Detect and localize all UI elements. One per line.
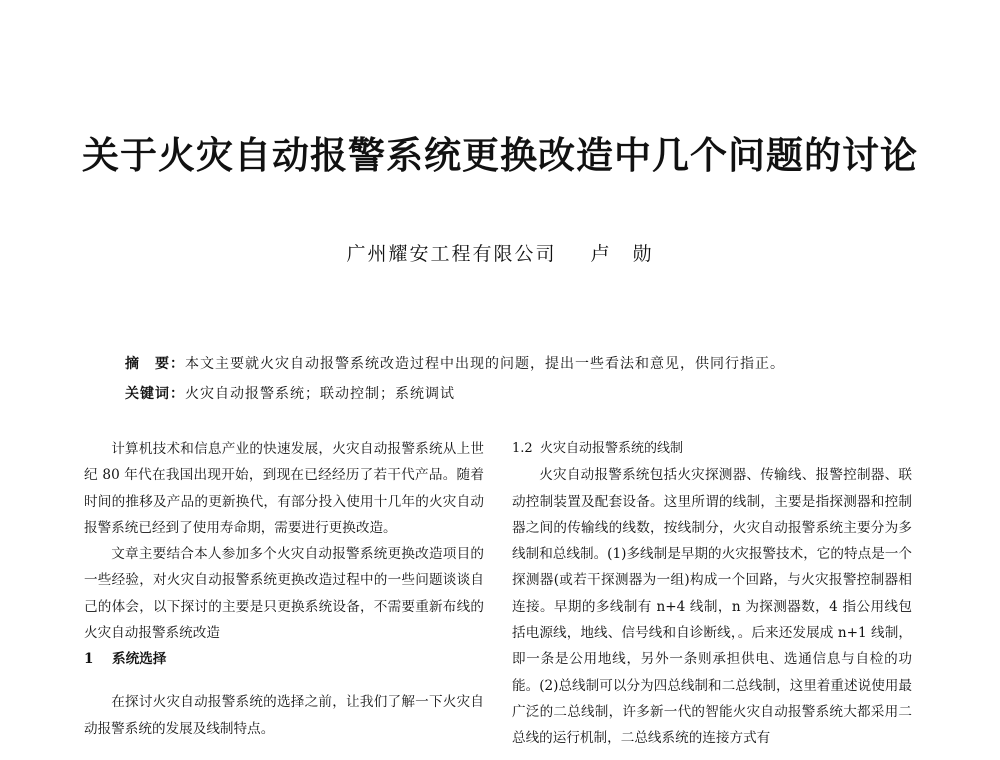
intro-paragraph-2: 文章主要结合本人参加多个火灾自动报警系统更换改造项目的一些经验，对火灾自动报警系统更换改造过程中的一些问题谈谈自己的体会，以下探讨的主要是只更换系统设备，不需要重新布线的火灾自动报警系统改造 [84,546,484,642]
section-1-title: 系统选择 [112,651,167,668]
author-organization: 广州耀安工程有限公司 [346,243,557,265]
keywords-label: 关键词： [125,386,185,402]
keywords [125,383,455,405]
abstract-label: 摘 要： [125,356,185,372]
subsection-title: 火灾自动报警系统的线制 [540,441,684,456]
paper-title: 关于火灾自动报警系统更换改造中几个问题的讨论 [82,133,918,177]
keywords-text: 火灾自动报警系统；联动控制；系统调试 [185,386,455,402]
abstract-text: 本文主要就火灾自动报警系统改造过程中出现的问题，提出一些看法和意见，供同行指正。 [185,356,785,372]
left-column [84,436,484,742]
subsection-number: 1.2 [512,441,533,456]
author-line [0,240,1000,268]
intro-paragraph-1: 计算机技术和信息产业的快速发展，火灾自动报警系统从上世纪 80 年代在我国出现开始，到现在已经经历了若干代产品。随着时间的推移及产品的更新换代，有部分投入使用十几年的火灾自动报警系统已经到了使用寿命期，需要进行更换改造。 [84,441,484,536]
abstract [125,353,785,375]
subsection-paragraph: 火灾自动报警系统包括火灾探测器、传输线、报警控制器、联动控制装置及配套设备。这里所谓的线制，主要是指探测器和控制器之间的传输线的线数，按线制分，火灾自动报警系统主要分为多线制和总线制。(1)多线制是早期的火灾报警技术，它的特点是一个探测器(或若干探测器为一组)构成一个回路，与火灾报警控制器相连接。早期的多线制有 n+4 线制，n 为探测器数，4 指公用线包括电源线，地线、信号线和自诊断线，。后来还发展成 n+1 线制，即一条是公用地线，另外一条则承担供电、选通信息与自检的功能。(2)总线制可以分为四总线制和二总线制，这里着重述说使用最广泛的二总线制，许多新一代的智能火灾自动报警系统大都采用二总线的运行机制，二总线系统的连接方式有 [512,467,912,747]
right-column [512,436,912,752]
author-name: 卢 勋 [590,243,654,265]
section-1-paragraph: 在探讨火灾自动报警系统的选择之前，让我们了解一下火灾自动报警系统的发展及线制特点。 [84,694,484,737]
section-1-heading [84,646,484,689]
section-1-number: 1 [84,651,94,668]
subsection-1-2-heading [512,436,912,462]
